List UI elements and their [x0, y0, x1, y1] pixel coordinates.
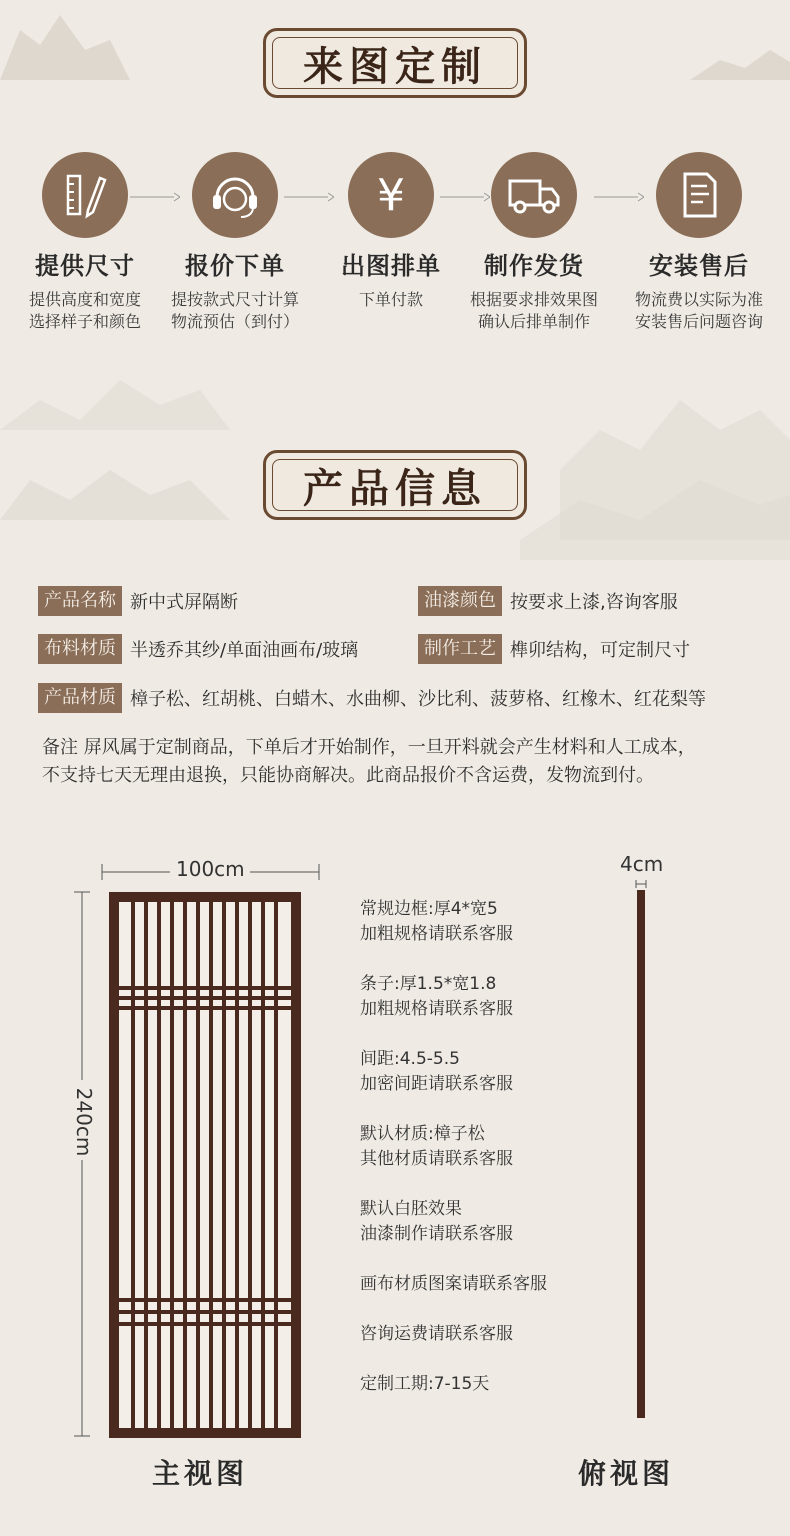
step-description: 根据要求排效果图 确认后排单制作	[469, 290, 598, 331]
ruler-pencil-icon	[42, 152, 128, 238]
front-view-label: 主视图	[152, 1457, 249, 1490]
info-row-craft	[418, 634, 690, 664]
yen-icon: ¥	[348, 152, 434, 238]
info-value: 樟子松、红胡桃、白蜡木、水曲柳、沙比利、菠萝格、红橡木、红花梨等	[130, 689, 706, 710]
spec-item: 画布材质图案请联系客服	[360, 1274, 547, 1294]
depth-label: 4cm	[620, 852, 664, 876]
info-label: 产品材质	[38, 683, 122, 713]
document-icon	[656, 152, 742, 238]
headset-icon	[192, 152, 278, 238]
info-label: 油漆颜色	[418, 586, 502, 616]
info-label: 布料材质	[38, 634, 122, 664]
info-label: 产品名称	[38, 586, 122, 616]
spec-item: 咨询运费请联系客服	[360, 1324, 513, 1344]
spec-item: 间距:4.5-5.5 加密间距请联系客服	[360, 1049, 513, 1094]
section-title-product-info: 产品信息	[303, 464, 487, 512]
step-make-ship	[459, 152, 609, 333]
section-title-custom: 来图定制	[303, 42, 487, 90]
spec-item: 默认白胚效果 油漆制作请联系客服	[360, 1199, 513, 1244]
width-label: 100cm	[176, 857, 245, 881]
info-value: 新中式屏隔断	[130, 592, 238, 613]
spec-list	[360, 897, 620, 1422]
step-provide-size	[10, 152, 160, 333]
screen-top-view	[634, 878, 648, 1420]
step-drawing-schedule	[316, 152, 466, 311]
step-description: 提供高度和宽度 选择样子和颜色	[28, 290, 141, 331]
screen-front-view	[109, 892, 301, 1438]
info-value: 按要求上漆,咨询客服	[510, 592, 678, 613]
info-row-product-name	[38, 586, 238, 616]
spec-item: 定制工期:7-15天	[360, 1374, 490, 1394]
step-title: 提供尺寸	[35, 252, 135, 280]
step-title: 安装售后	[649, 252, 749, 280]
spec-item: 常规边框:厚4*宽5 加粗规格请联系客服	[360, 899, 513, 944]
step-install-service	[624, 152, 774, 333]
step-quote-order	[160, 152, 310, 333]
step-description: 物流费以实际为准 安装售后问题咨询	[634, 290, 763, 331]
step-description: 下单付款	[358, 290, 423, 309]
info-value: 榫卯结构，可定制尺寸	[510, 640, 690, 661]
section-title-frame	[263, 450, 527, 520]
step-title: 出图排单	[341, 252, 441, 280]
height-label: 240cm	[72, 1087, 96, 1157]
info-label: 制作工艺	[418, 634, 502, 664]
height-dimension-line	[72, 890, 92, 1440]
info-row-material	[38, 683, 706, 713]
step-title: 制作发货	[484, 252, 584, 280]
top-view-label: 俯视图	[578, 1457, 675, 1490]
spec-item: 默认材质:樟子松 其他材质请联系客服	[360, 1124, 513, 1169]
truck-icon	[491, 152, 577, 238]
info-row-fabric	[38, 634, 358, 664]
note-text: 备注 屏风属于定制商品，下单后才开始制作，一旦开料就会产生材料和人工成本， 不支持七天无理由退换，只能协商解决。此商品报价不含运费，发物流到付。	[42, 737, 696, 786]
step-description: 提按款式尺寸计算 物流预估（到付）	[170, 290, 299, 331]
step-title: 报价下单	[185, 252, 285, 280]
info-row-paint-color	[418, 586, 678, 616]
section-title-frame	[263, 28, 527, 98]
info-value: 半透乔其纱/单面油画布/玻璃	[130, 640, 359, 661]
spec-item: 条子:厚1.5*宽1.8 加粗规格请联系客服	[360, 974, 513, 1019]
